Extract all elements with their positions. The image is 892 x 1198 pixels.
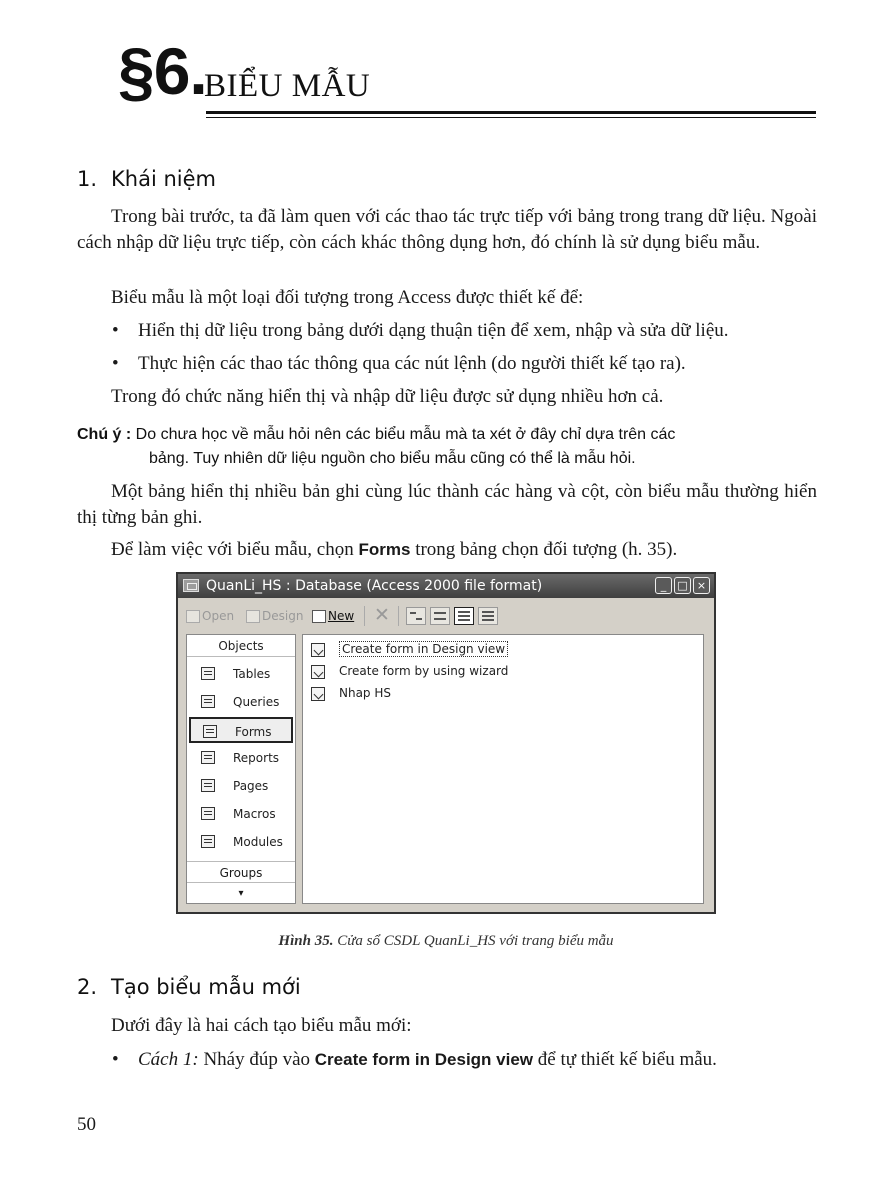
object-forms[interactable]: Forms <box>189 717 293 743</box>
new-object-icon <box>312 610 326 623</box>
shortcut-icon <box>311 643 325 657</box>
page-icon <box>201 779 215 792</box>
open-button[interactable]: Open <box>186 607 234 625</box>
section-2-heading: 2. Tạo biểu mẫu mới <box>77 975 301 999</box>
list-item-create-design-view[interactable]: Create form in Design view <box>311 639 508 659</box>
toolbar-separator <box>398 606 399 626</box>
macro-icon <box>201 807 215 820</box>
note-label: Chú ý : <box>77 426 132 443</box>
list-item-form-nhap-hs[interactable]: Nhap HS <box>311 683 391 703</box>
objects-bar <box>186 634 296 904</box>
object-tables[interactable]: Tables <box>189 661 293 687</box>
open-icon <box>186 610 200 623</box>
window-titlebar[interactable] <box>178 574 714 598</box>
section-1-paragraph-1: Trong bài trước, ta đã làm quen với các thao tác trực tiếp với bảng trong trang dữ liệu. Ngoài cách nhập dữ liệu trực tiếp, còn cách khác thông dụng hơn, đó chính là sử dụng biểu mẫu. <box>77 206 817 253</box>
page-number: 50 <box>77 1114 96 1135</box>
query-icon <box>201 695 215 708</box>
chapter-title: BIỂU MẪU <box>204 68 371 104</box>
chapter-heading <box>118 34 818 123</box>
objects-header: Objects <box>187 635 295 657</box>
list-view-button[interactable] <box>454 607 474 625</box>
delete-button[interactable]: ✕ <box>374 604 390 626</box>
section-1-paragraph-5: Để làm việc với biểu mẫu, chọn Forms trong bảng chọn đối tượng (h. 35). <box>111 539 678 560</box>
chapter-rule <box>206 111 816 114</box>
database-toolbar <box>178 600 714 630</box>
form-icon <box>311 687 325 701</box>
design-button[interactable]: Design <box>246 607 303 625</box>
new-button[interactable]: New <box>312 607 354 625</box>
object-macros[interactable]: Macros <box>189 801 293 827</box>
close-button[interactable]: × <box>693 577 710 594</box>
table-icon <box>201 667 215 680</box>
design-icon <box>246 610 260 623</box>
object-pages[interactable]: Pages <box>189 773 293 799</box>
section-1-paragraph-4: Một bảng hiển thị nhiều bản ghi cùng lúc thành các hàng và cột, còn biểu mẫu thường hiển thị từng bản ghi. <box>77 481 817 528</box>
section-2-paragraph-1: Dưới đây là hai cách tạo biểu mẫu mới: <box>111 1015 412 1036</box>
bullet-dot: • <box>112 320 119 341</box>
database-window <box>176 572 716 914</box>
details-view-button[interactable] <box>478 607 498 625</box>
object-reports[interactable]: Reports <box>189 745 293 771</box>
shortcut-icon <box>311 665 325 679</box>
bullet-dot: • <box>112 1049 119 1070</box>
note-line-2: bảng. Tuy nhiên dữ liệu nguồn cho biểu mẫu cũng có thể là mẫu hỏi. <box>149 450 636 467</box>
section-1-heading: 1. Khái niệm <box>77 167 216 191</box>
window-controls <box>655 577 710 594</box>
module-icon <box>201 835 215 848</box>
database-icon <box>183 579 199 592</box>
list-item-create-wizard[interactable]: Create form by using wizard <box>311 661 508 681</box>
minimize-button[interactable]: _ <box>655 577 672 594</box>
report-icon <box>201 751 215 764</box>
note-block <box>77 423 817 471</box>
window-title: QuanLi_HS : Database (Access 2000 file format) <box>206 578 543 594</box>
object-modules[interactable]: Modules <box>189 829 293 855</box>
note-line-1: Do chưa học về mẫu hỏi nên các biểu mẫu mà ta xét ở đây chỉ dựa trên các <box>135 426 676 443</box>
figure-caption: Hình 35. Cửa sổ CSDL QuanLi_HS với trang biểu mẫu <box>278 933 614 949</box>
section-1-paragraph-3: Trong đó chức năng hiển thị và nhập dữ liệu được sử dụng nhiều hơn cả. <box>111 386 664 407</box>
bullet-item: • Cách 1: Nháy đúp vào Create form in Design view để tự thiết kế biểu mẫu. <box>112 1047 822 1073</box>
chapter-rule-thin <box>206 117 816 118</box>
toolbar-separator <box>364 606 365 626</box>
small-icons-view-button[interactable] <box>430 607 450 625</box>
maximize-button[interactable]: □ <box>674 577 691 594</box>
groups-header[interactable]: Groups <box>187 861 295 883</box>
object-queries[interactable]: Queries <box>189 689 293 715</box>
bullet-dot: • <box>112 353 119 374</box>
bullet-item: • Hiển thị dữ liệu trong bảng dưới dạng thuận tiện để xem, nhập và sửa dữ liệu. <box>112 318 822 344</box>
form-icon <box>203 725 217 738</box>
section-1-paragraph-2: Biểu mẫu là một loại đối tượng trong Access được thiết kế để: <box>111 287 584 308</box>
forms-list <box>302 634 704 904</box>
large-icons-view-button[interactable] <box>406 607 426 625</box>
chapter-number: §6. <box>118 34 207 108</box>
bullet-item: • Thực hiện các thao tác thông qua các nút lệnh (do người thiết kế tạo ra). <box>112 351 822 377</box>
groups-expand-icon[interactable]: ▾ <box>238 888 244 899</box>
